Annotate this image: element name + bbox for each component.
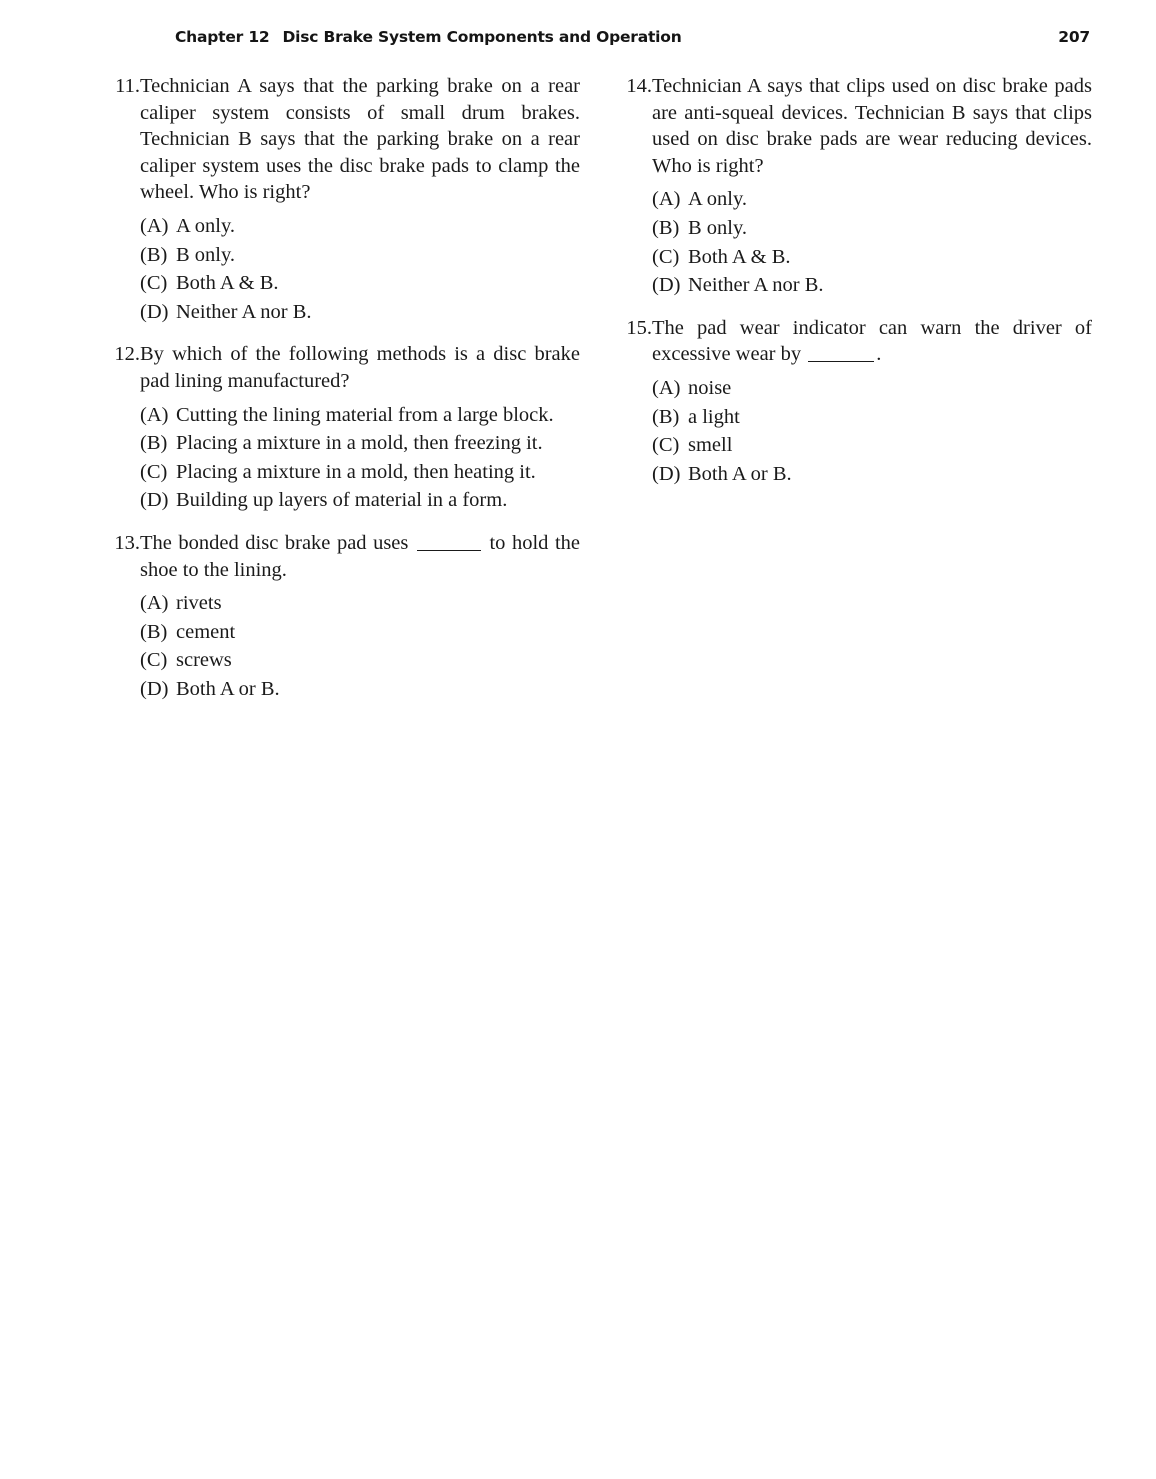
option-text: Building up layers of material in a form. xyxy=(176,489,508,512)
option-letter: (C) xyxy=(652,245,680,268)
question-item xyxy=(104,530,580,703)
option-letter: (D) xyxy=(652,274,681,297)
option-letter: (B) xyxy=(652,216,680,239)
option-text: a light xyxy=(688,405,740,428)
option-text: screws xyxy=(176,649,232,672)
option-item[interactable] xyxy=(616,272,1092,299)
question-text: Technician A says that the parking brake on a rear caliper system consists of small drum brakes. Technician B says that the parking brake on a rear caliper system uses the disc brake pads to clamp the wheel. Who is right? xyxy=(140,75,580,204)
option-text: Placing a mixture in a mold, then heating it. xyxy=(176,460,536,483)
option-list xyxy=(616,375,1092,487)
option-letter: (A) xyxy=(140,214,169,237)
option-letter: (C) xyxy=(140,460,168,483)
question-number: 14. xyxy=(626,75,652,97)
question-stem xyxy=(104,341,580,394)
option-letter: (D) xyxy=(652,462,681,485)
question-text: Technician A says that clips used on disc brake pads are anti-squeal devices. Technician B says that clips used on disc brake pads are wear reducing devices. Who is right? xyxy=(652,75,1092,177)
option-text: Both A or B. xyxy=(176,677,280,700)
question-stem xyxy=(104,73,580,206)
question-text: By which of the following methods is a disc brake pad lining manufactured? xyxy=(140,343,580,392)
option-item[interactable] xyxy=(104,242,580,269)
option-item[interactable] xyxy=(104,590,580,617)
question-item xyxy=(104,73,580,325)
option-item[interactable] xyxy=(104,647,580,674)
question-text xyxy=(652,315,1092,368)
option-text: Neither A nor B. xyxy=(176,300,312,323)
question-stem xyxy=(616,73,1092,179)
option-text: B only. xyxy=(688,216,748,239)
question-stem xyxy=(616,315,1092,368)
option-text: smell xyxy=(688,434,733,457)
option-letter: (B) xyxy=(652,405,680,428)
question-number: 13. xyxy=(114,531,140,554)
option-item[interactable] xyxy=(104,213,580,240)
option-letter: (A) xyxy=(652,188,681,211)
option-item[interactable] xyxy=(616,404,1092,431)
question-text xyxy=(140,530,580,583)
option-item[interactable] xyxy=(104,487,580,514)
option-letter: (D) xyxy=(140,677,169,700)
running-head-left xyxy=(175,28,682,46)
question-text-before-blank: The bonded disc brake pad uses xyxy=(140,531,415,554)
option-letter: (B) xyxy=(140,620,168,643)
option-item[interactable] xyxy=(616,186,1092,213)
right-column xyxy=(616,73,1092,503)
left-column xyxy=(104,73,580,718)
question-text-before-blank: The pad wear indicator can warn the driver of excessive wear by xyxy=(652,316,1092,366)
option-letter: (B) xyxy=(140,432,168,455)
option-letter: (D) xyxy=(140,489,169,512)
fill-in-blank xyxy=(417,550,481,551)
option-item[interactable] xyxy=(104,402,580,429)
option-item[interactable] xyxy=(104,430,580,457)
option-text: A only. xyxy=(688,188,748,211)
option-item[interactable] xyxy=(104,459,580,486)
option-text: Both A or B. xyxy=(688,462,792,485)
option-text: Both A & B. xyxy=(688,245,791,268)
option-item[interactable] xyxy=(616,432,1092,459)
question-text-after-blank: . xyxy=(876,343,882,366)
question-item xyxy=(616,315,1092,488)
option-text: noise xyxy=(688,376,732,399)
option-item[interactable] xyxy=(616,215,1092,242)
option-text: Placing a mixture in a mold, then freezing it. xyxy=(176,432,543,455)
question-number: 11. xyxy=(115,75,140,97)
question-number: 12. xyxy=(114,343,140,366)
option-letter: (A) xyxy=(140,592,169,615)
option-text: rivets xyxy=(176,592,222,615)
page-number: 207 xyxy=(1058,28,1090,46)
option-item[interactable] xyxy=(104,299,580,326)
option-list xyxy=(104,213,580,325)
option-letter: (B) xyxy=(140,243,168,266)
option-item[interactable] xyxy=(104,676,580,703)
option-item[interactable] xyxy=(616,375,1092,402)
option-letter: (D) xyxy=(140,300,169,323)
option-item[interactable] xyxy=(104,270,580,297)
question-item xyxy=(616,73,1092,299)
option-letter: (C) xyxy=(652,434,680,457)
question-number: 15. xyxy=(626,316,652,339)
option-letter: (A) xyxy=(652,376,681,399)
chapter-label: Chapter 12 xyxy=(175,28,270,46)
option-list xyxy=(104,402,580,514)
option-text: Cutting the lining material from a large block. xyxy=(176,403,554,426)
option-letter: (C) xyxy=(140,649,168,672)
option-text: A only. xyxy=(176,214,236,237)
option-item[interactable] xyxy=(616,244,1092,271)
option-text: Both A & B. xyxy=(176,272,279,295)
option-item[interactable] xyxy=(616,461,1092,488)
question-text-after-blank: to hold the shoe to the lining. xyxy=(140,531,581,581)
question-item xyxy=(104,341,580,514)
option-letter: (C) xyxy=(140,272,168,295)
fill-in-blank xyxy=(808,361,874,362)
option-letter: (A) xyxy=(140,403,169,426)
option-list xyxy=(104,590,580,702)
option-text: Neither A nor B. xyxy=(688,274,824,297)
option-text: cement xyxy=(176,620,236,643)
option-item[interactable] xyxy=(104,619,580,646)
option-text: B only. xyxy=(176,243,236,266)
option-list xyxy=(616,186,1092,298)
running-head xyxy=(175,28,1090,46)
question-stem xyxy=(104,530,580,583)
chapter-title: Disc Brake System Components and Operation xyxy=(282,28,682,46)
